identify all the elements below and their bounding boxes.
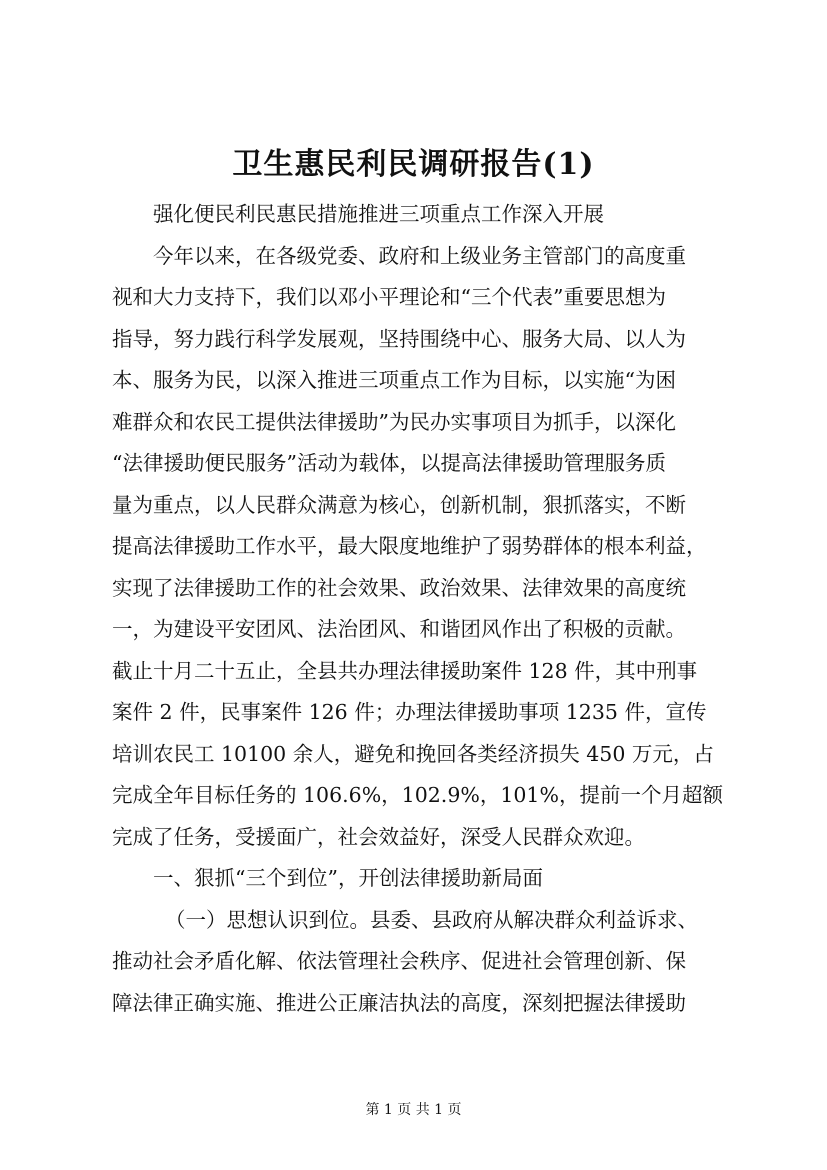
body-line: 培训农民工 10100 余人，避免和挽回各类经济损失 450 万元，占	[112, 741, 714, 766]
page-footer: 第 1 页 共 1 页	[365, 1102, 462, 1118]
body-line: 一，为建设平安团风、法治团风、和谐团风作出了积极的贡献。	[112, 617, 686, 641]
body-line: 障法律正确实施、推进公正廉洁执法的高度，深刻把握法律援助	[112, 990, 686, 1015]
document-body	[112, 194, 732, 1024]
body-line: 指导，努力践行科学发展观，坚持围绕中心、服务大局、以人为	[112, 326, 686, 351]
body-line: 实现了法律援助工作的社会效果、政治效果、法律效果的高度统	[112, 575, 686, 600]
body-line: 提高法律援助工作水平，最大限度地维护了弱势群体的根本利益，	[112, 534, 707, 558]
body-line: 一、狠抓“三个到位”，开创法律援助新局面	[153, 866, 543, 890]
document-title: 卫生惠民利民调研报告(1)	[232, 147, 595, 182]
body-line: 难群众和农民工提供法律援助”为民办实事项目为抓手，以深化	[112, 409, 676, 434]
body-line: 强化便民利民惠民措施推进三项重点工作深入开展	[153, 202, 604, 226]
body-line: 视和大力支持下，我们以邓小平理论和“三个代表”重要思想为	[112, 285, 666, 309]
body-line: 完成了任务，受援面广，社会效益好，深受人民群众欢迎。	[112, 824, 645, 849]
body-line: 案件 2 件，民事案件 126 件；办理法律援助事项 1235 件，宣传	[112, 700, 707, 724]
body-line: （一）思想认识到位。县委、县政府从解决群众利益诉求、	[165, 907, 698, 932]
body-line: “法律援助便民服务”活动为载体，以提高法律援助管理服务质	[112, 451, 666, 475]
body-line: 今年以来，在各级党委、政府和上级业务主管部门的高度重	[153, 243, 686, 268]
body-line: 截止十月二十五止，全县共办理法律援助案件 128 件，其中刑事	[112, 658, 698, 683]
body-line: 完成全年目标任务的 106.6%，102.9%，101%，提前一个月超额	[112, 783, 723, 807]
body-line: 量为重点，以人民群众满意为核心，创新机制，狠抓落实，不断	[112, 492, 686, 517]
body-line: 推动社会矛盾化解、依法管理社会秩序、促进社会管理创新、保	[112, 949, 686, 973]
body-line: 本、服务为民，以深入推进三项重点工作为目标，以实施“为困	[112, 368, 676, 392]
